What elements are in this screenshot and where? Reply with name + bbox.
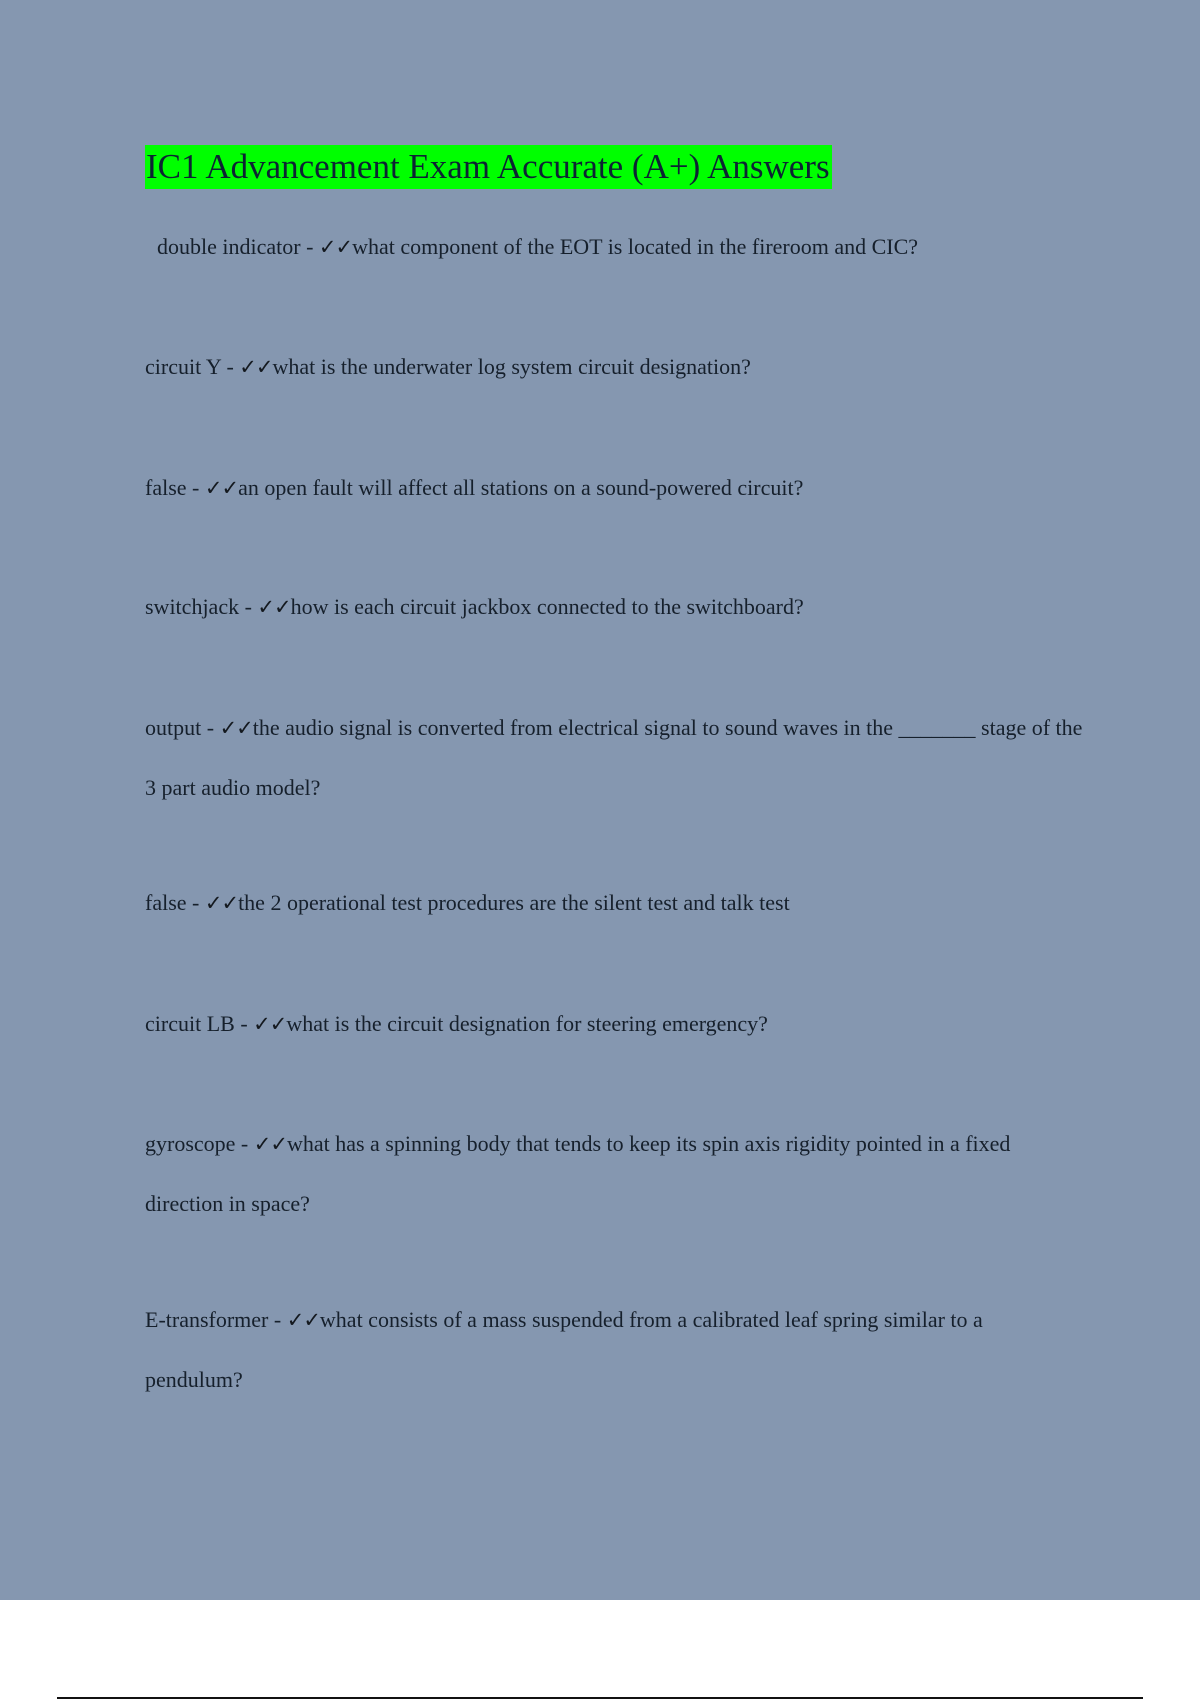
title-block [145,145,832,189]
qa-item [145,994,1085,1054]
separator: - [239,594,258,619]
answer-text: false [145,475,187,500]
separator: - [201,715,220,740]
qa-item [145,458,1085,518]
question-text: what is the underwater log system circuit designation? [272,354,751,379]
double-check-icon: ✓✓ [204,891,239,915]
answer-text: circuit Y [145,354,221,379]
separator: - [186,475,205,500]
qa-item [145,577,1085,637]
qa-item [145,698,1085,818]
qa-item [145,217,1097,277]
answer-text: output [145,715,202,740]
footer-divider [57,1697,1143,1699]
question-text: what has a spinning body that tends to keep its spin axis rigidity pointed in a fixed direction in space? [145,1131,1011,1216]
answer-text: E-transformer [145,1307,269,1332]
answer-text: circuit LB [145,1011,235,1036]
double-check-icon: ✓✓ [253,1132,287,1156]
question-text: what is the circuit designation for steering emergency? [286,1011,768,1036]
separator: - [268,1307,287,1332]
separator: - [300,234,319,259]
separator: - [186,890,205,915]
double-check-icon: ✓✓ [204,476,239,500]
answer-text: switchjack [145,594,240,619]
question-text: an open fault will affect all stations on a sound-powered circuit? [238,475,804,500]
question-text: the 2 operational test procedures are the silent test and talk test [238,890,790,915]
qa-item [145,873,1085,933]
double-check-icon: ✓✓ [219,716,253,740]
double-check-icon: ✓✓ [253,1012,287,1036]
separator: - [234,1011,254,1036]
qa-item [145,1114,1085,1234]
qa-item [145,337,1085,397]
question-text: what component of the EOT is located in the fireroom and CIC? [352,234,919,259]
double-check-icon: ✓✓ [286,1308,320,1332]
answer-text: gyroscope [145,1131,236,1156]
separator: - [220,354,240,379]
answer-text: false [145,890,187,915]
double-check-icon: ✓✓ [318,235,353,259]
double-check-icon: ✓✓ [239,355,273,379]
question-text: the audio signal is converted from electrical signal to sound waves in the _______ stage of the 3 part audio model? [145,715,1083,800]
separator: - [235,1131,254,1156]
qa-item [145,1290,1085,1410]
answer-text: double indicator [157,234,301,259]
question-text: what consists of a mass suspended from a calibrated leaf spring similar to a pendulum? [145,1307,983,1392]
double-check-icon: ✓✓ [257,595,291,619]
question-text: how is each circuit jackbox connected to the switchboard? [290,594,804,619]
document-title: IC1 Advancement Exam Accurate (A+) Answers [145,145,832,189]
